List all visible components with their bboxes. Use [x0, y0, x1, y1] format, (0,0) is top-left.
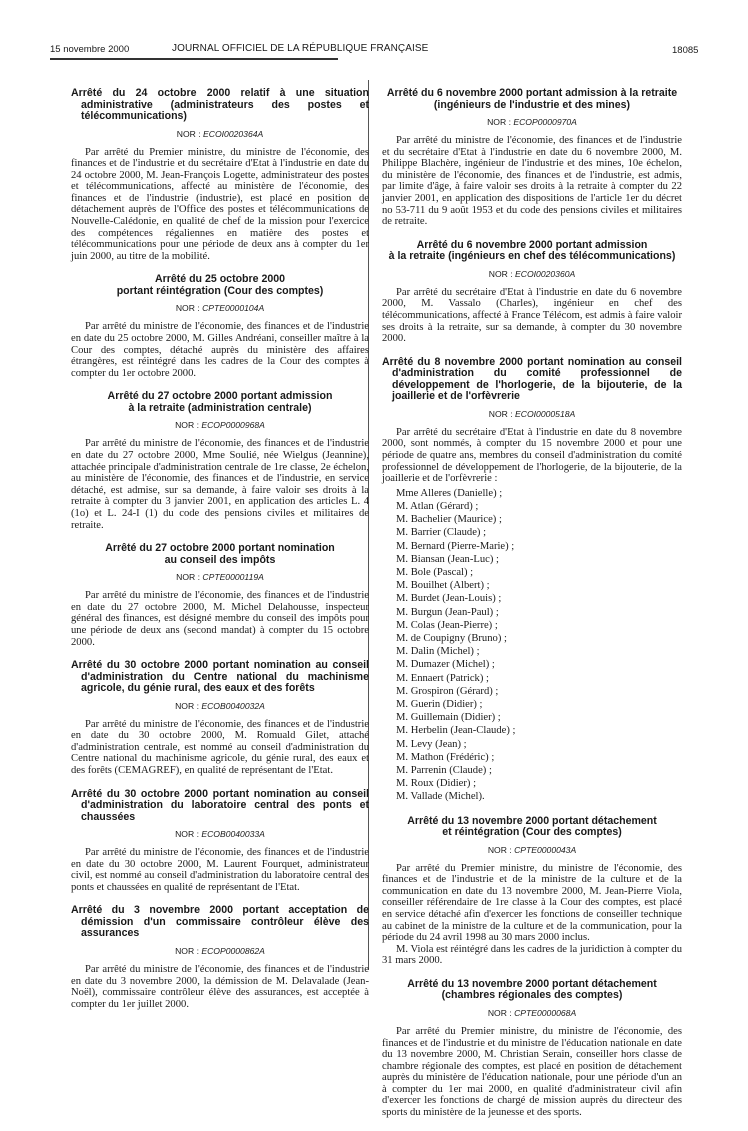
article [71, 543, 369, 648]
article-title: Arrêté du 30 octobre 2000 portant nomination au conseil d'administration du Centre national du machinisme agricole, du génie rural, des eaux et des forêts [71, 659, 369, 695]
article [382, 816, 682, 967]
nor-label: NOR : [487, 1007, 515, 1018]
article-title [71, 543, 369, 566]
title-line: Arrêté du 6 novembre 2000 portant admission à la retraite [386, 87, 678, 99]
nor-code: CPTE0000068A [514, 1007, 577, 1018]
nor-label: NOR : [175, 700, 202, 711]
nor-label: NOR : [487, 844, 515, 855]
member-item: M. Guillemain (Didier) ; [396, 712, 501, 724]
article-body [71, 147, 369, 263]
nor-label: NOR : [175, 420, 202, 431]
member-item: M. Parrenin (Claude) ; [396, 764, 492, 776]
nor-code: ECOI0020364A [203, 128, 264, 139]
member-list [396, 487, 682, 804]
nor-code: ECOI0000518A [515, 408, 576, 419]
article-body [382, 863, 682, 967]
article-body [382, 1026, 682, 1119]
article [382, 979, 682, 1119]
title-line: Arrêté du 27 octobre 2000 portant nomination [105, 542, 335, 555]
article [71, 660, 369, 776]
article [71, 391, 369, 531]
paragraph: Par arrêté du ministre de l'économie, des finances et de l'industrie en date du 27 octobre 2000, M. Michel Delahousse, inspecteur général des finances, est désigné membre du conseil des impôts pour une période de deux ans (second mandat) à compter du 15 octobre 2000. [71, 590, 369, 648]
article-title: Arrêté du 3 novembre 2000 portant acceptation de démission d'un commissaire contrôleur élève des assurances [71, 904, 369, 940]
nor-code: ECOP0000968A [201, 420, 265, 431]
nor-code: CPTE0000119A [202, 572, 264, 583]
article [71, 905, 369, 1010]
article [71, 88, 369, 262]
right-column [382, 88, 682, 1131]
nor-reference [71, 129, 369, 139]
paragraph: Par arrêté du Premier ministre, du ministre de l'économie, des finances et de l'industrie et de la ministre de la culture et de la communication en date du 13 novembre 2000, M. Jean-Pierre Viola, conseiller référendaire de 1re classe à la Cour des comptes, est placé en service détaché afin d'exercer les fonctions de conseiller technique au cabinet de la ministre de la culture et de la communication, pour la période du 24 avril 1998 au 30 mars 2000 inclus. [382, 862, 682, 944]
member-item: M. Grospiron (Gérard) ; [396, 685, 499, 697]
article-body [71, 964, 369, 1010]
paragraph: Par arrêté du Premier ministre, du ministre de l'économie, des finances et de l'industrie et du secrétaire d'Etat à l'industrie en date du 24 octobre 2000, M. Jean-François Logette, administrateur des postes et télécommunications, affecté au ministère de l'économie, des finances et de l'industrie (industrie), est placé en position de détachement auprès de l'Office des postes et télécommunications de Nouvelle-Calédonie, en qualité de chef de la mission pour l'exercice des compétences régaliennes en matière des postes et télécommunications pour une période de deux ans à compter du 1er juin 2000, au titre de la mobilité. [71, 146, 369, 262]
article-title [382, 88, 682, 111]
member-item: M. Colas (Jean-Pierre) ; [396, 619, 498, 631]
member-item: M. Dumazer (Michel) ; [396, 659, 495, 671]
article-title [382, 979, 682, 1002]
member-item: M. Vallade (Michel). [396, 791, 485, 803]
article [382, 88, 682, 228]
member-item: M. Bouilhet (Albert) ; [396, 580, 490, 592]
article-title: Arrêté du 30 octobre 2000 portant nomination au conseil d'administration du laboratoire central des ponts et chaussées [71, 787, 369, 823]
article-body [71, 719, 369, 777]
nor-code: ECOP0000970A [513, 117, 577, 127]
member-item: M. Burdet (Jean-Louis) ; [396, 593, 502, 605]
member-item: M. Herbelin (Jean-Claude) ; [396, 725, 516, 737]
member-item: M. Ennaert (Patrick) ; [396, 672, 489, 684]
title-line: Arrêté du 13 novembre 2000 portant détachement [407, 814, 657, 827]
nor-code: ECOB0040033A [201, 829, 265, 840]
article [382, 357, 682, 804]
member-item: M. Atlan (Gérard) ; [396, 500, 479, 512]
article [382, 240, 682, 345]
article-body [382, 427, 682, 485]
paragraph: M. Viola est réintégré dans les cadres de la juridiction à compter du 31 mars 2000. [382, 943, 682, 967]
nor-reference [382, 845, 682, 855]
journal-title: JOURNAL OFFICIEL DE LA RÉPUBLIQUE FRANÇAISE [172, 43, 429, 54]
article-body [382, 287, 682, 345]
nor-label: NOR : [175, 829, 202, 840]
paragraph: Par arrêté du ministre de l'économie, des finances et de l'industrie en date du 25 octobre 2000, M. Gilles Andréani, conseiller maître à la Cour des comptes, détaché auprès du ministère des affaires étrangères, est réintégré dans les cadres de la Cour des comptes à compter du 1er octobre 2000. [71, 321, 369, 379]
title-line: Arrêté du 27 octobre 2000 portant admission [107, 390, 333, 403]
article-body [71, 847, 369, 893]
article-title: Arrêté du 24 octobre 2000 relatif à une situation administrative (administrateurs des postes et télécommunications) [71, 87, 369, 122]
nor-reference [382, 269, 682, 279]
nor-reference [71, 420, 369, 430]
nor-label: NOR : [488, 268, 516, 279]
paragraph: Par arrêté du ministre de l'économie, des finances et de l'industrie en date du 27 octobre 2000, Mme Soulié, née Wielgus (Jeannine), attachée principale d'administration centrale de 1re classe, 2e échelon, au ministère de l'économie, des finances et de l'industrie, en service détaché, est admise, sur sa demande, à faire valoir ses droits à la retraite à compter du 3 janvier 2001, en application des articles L. 4 (1o) et L. 24-I (1) du code des pensions civiles et militaires de retraite. [71, 438, 369, 531]
article-title [71, 391, 369, 414]
nor-code: CPTE0000043A [514, 844, 577, 855]
article-body [382, 135, 682, 228]
page-header [0, 38, 748, 58]
member-item: M. Roux (Didier) ; [396, 778, 477, 790]
nor-reference [71, 829, 369, 839]
nor-reference [382, 1008, 682, 1018]
title-line: Arrêté du 13 novembre 2000 portant détachement [407, 977, 657, 990]
paragraph: Par arrêté du ministre de l'économie, des finances et de l'industrie en date du 30 octobre 2000, M. Laurent Fourquet, administrateur civil, est nommé au conseil d'administration du laboratoire central des ponts et chaussées en qualité de représentant de l'Etat. [71, 847, 369, 893]
member-item: M. Barrier (Claude) ; [396, 527, 487, 539]
article-title [382, 240, 682, 263]
member-item: M. Bole (Pascal) ; [396, 566, 474, 578]
title-line: Arrêté du 6 novembre 2000 portant admission [416, 238, 648, 251]
member-item: M. de Coupigny (Bruno) ; [396, 632, 507, 644]
header-rule [50, 58, 338, 60]
member-item: M. Burgun (Jean-Paul) ; [396, 606, 499, 618]
member-item: M. Biansan (Jean-Luc) ; [396, 553, 499, 565]
member-item: M. Mathon (Frédéric) ; [396, 751, 495, 763]
article-title [382, 816, 682, 839]
nor-reference [71, 946, 369, 956]
title-line: (ingénieurs de l'industrie et des mines) [433, 98, 631, 111]
article-body [71, 321, 369, 379]
nor-code: CPTE0000104A [202, 303, 265, 314]
article [71, 274, 369, 379]
nor-code: ECOB0040032A [201, 700, 265, 711]
title-line: au conseil des impôts [164, 553, 276, 566]
nor-label: NOR : [488, 408, 516, 419]
nor-reference [71, 572, 369, 582]
article-title: Arrêté du 8 novembre 2000 portant nomination au conseil d'administration du comité professionnel de développement de l'horlogerie, de la bijouterie, de la joaillerie et de l'orfèvrerie [382, 355, 682, 403]
paragraph: Par arrêté du Premier ministre, du ministre de l'économie, des finances et de l'industrie et du ministre de l'éducation nationale en date du 13 novembre 2000, M. Christian Serain, conseiller hors classe de chambre régionale des comptes, est placé en position de détachement auprès du ministère de l'éducation nationale, pour une période d'un an à compter du 1er mai 2000, en qualité d'administrateur civil afin d'exercer les fonctions de chargé de mission auprès du directeur des sports du ministère de la jeunesse et des sports. [382, 1025, 682, 1119]
title-line: et réintégration (Cour des comptes) [442, 826, 622, 839]
nor-label: NOR : [176, 128, 204, 139]
paragraph: Par arrêté du ministre de l'économie, des finances et de l'industrie en date du 30 octobre 2000, M. Romuald Gilet, attaché d'administration centrale, est nommé au conseil d'administration du Centre national du machinisme agricole, du génie rural, des eaux et des forêts (CEMAGREF), en qualité de représentant de l'Etat. [71, 718, 369, 776]
member-item: M. Bachelier (Maurice) ; [396, 514, 502, 526]
paragraph: Par arrêté du secrétaire d'Etat à l'industrie en date du 6 novembre 2000, M. Vassalo (Charles), ingénieur en chef des télécommunications, affecté à France Télécom, est admis à faire valoir ses droits à la retraite, sur sa demande, à compter du 30 novembre 2000. [382, 286, 682, 345]
nor-code: ECOP0000862A [201, 945, 265, 956]
paragraph: Par arrêté du ministre de l'économie, des finances et de l'industrie en date du 3 novembre 2000, la démission de M. Delavalade (Jean-Noël), commissaire contrôleur élève des assurances, est acceptée à compter du 1er juillet 2000. [71, 963, 369, 1010]
nor-label: NOR : [175, 303, 203, 314]
member-item: Mme Alleres (Danielle) ; [396, 487, 503, 499]
page-number: 18085 [672, 45, 699, 56]
member-item: M. Levy (Jean) ; [396, 738, 467, 750]
left-column [71, 88, 369, 1022]
nor-reference [71, 303, 369, 313]
paragraph: Par arrêté du secrétaire d'Etat à l'industrie en date du 8 novembre 2000, sont nommés, à compter du 15 novembre 2000 et pour une période de quatre ans, membres du conseil d'administration du comité professionnel de développement de l'horlogerie, de la bijouterie, de la joaillerie et de l'orfèvrerie : [382, 426, 682, 485]
member-item: M. Dalin (Michel) ; [396, 646, 480, 658]
article-title [71, 274, 369, 297]
article-body [71, 590, 369, 648]
nor-label: NOR : [176, 572, 203, 583]
title-line: Arrêté du 25 octobre 2000 [154, 273, 286, 286]
article-body [71, 438, 369, 531]
nor-label: NOR : [487, 117, 514, 127]
issue-date: 15 novembre 2000 [50, 44, 130, 55]
nor-reference [382, 409, 682, 419]
title-line: à la retraite (ingénieurs en chef des télécommunications) [388, 250, 676, 263]
member-item: M. Guerin (Didier) ; [396, 698, 483, 710]
nor-label: NOR : [175, 945, 202, 956]
paragraph: Par arrêté du ministre de l'économie, des finances et de l'industrie et du secrétaire d'Etat à l'industrie en date du 6 novembre 2000, M. Philippe Blachère, ingénieur de l'industrie et des mines, 10e échelon, du ministère de l'économie, des finances et de l'industrie, est admis, par limite d'âge, à faire valoir ses droits à la retraite à compter du 22 janvier 2001, en application des dispositions de l'article 1er du décret no 53-711 du 9 août 1953 et du code des pensions civiles et militaires de retraite. [382, 135, 682, 228]
article [71, 789, 369, 894]
member-item: M. Bernard (Pierre-Marie) ; [396, 540, 515, 552]
title-line: portant réintégration (Cour des comptes) [116, 284, 324, 297]
title-line: à la retraite (administration centrale) [128, 401, 312, 414]
title-line: (chambres régionales des comptes) [441, 989, 623, 1002]
nor-reference [71, 701, 369, 711]
nor-code: ECOI0020360A [515, 268, 576, 279]
nor-reference [382, 117, 682, 127]
